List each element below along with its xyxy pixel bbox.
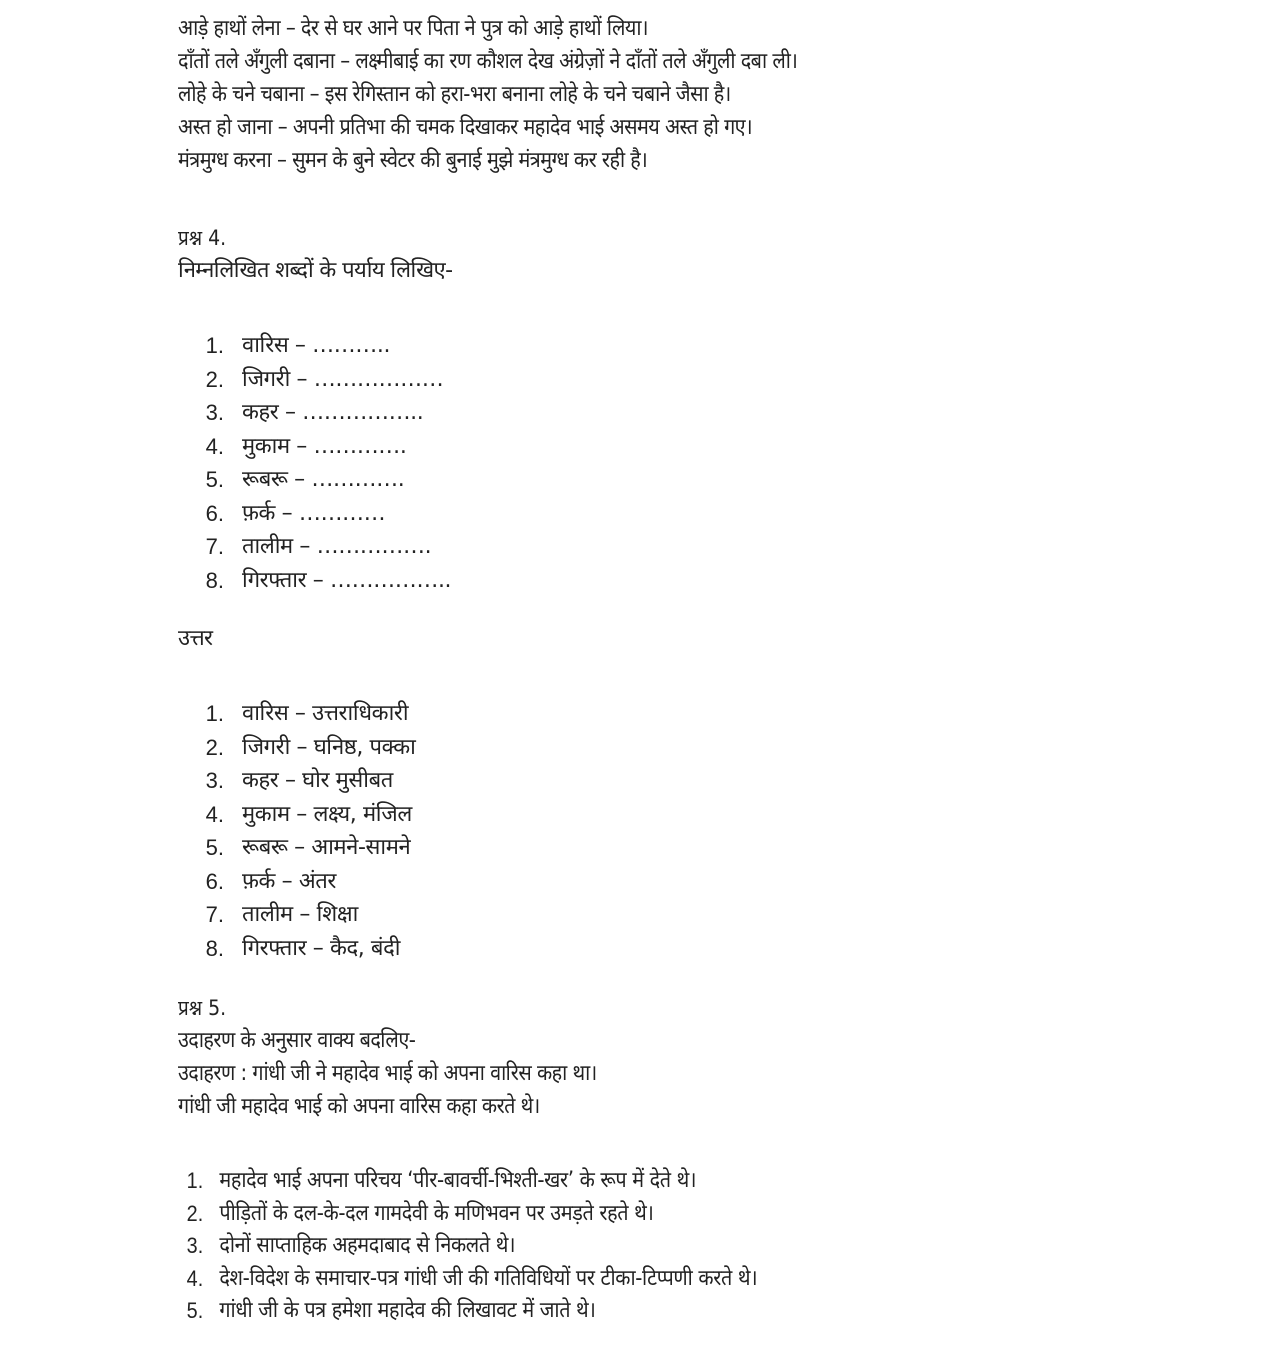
list-item xyxy=(178,1295,757,1328)
item-text: जिगरी – घनिष्ठ, पक्का xyxy=(242,734,416,760)
item-number: 2. xyxy=(205,366,224,392)
item-number: 6. xyxy=(205,868,224,894)
idiom-line: अस्त हो जाना – अपनी प्रतिभा की चमक दिखाकर महादेव भाई असमय अस्त हो गए। xyxy=(178,115,753,140)
item-text: फ़र्क – ………… xyxy=(242,500,386,526)
list-item xyxy=(178,731,415,765)
item-number: 4. xyxy=(186,1265,204,1291)
list-item xyxy=(178,396,451,430)
item-text: वारिस – उत्तराधिकारी xyxy=(242,701,409,726)
list-item xyxy=(178,697,415,731)
list-item xyxy=(178,1198,757,1231)
item-text: देश-विदेश के समाचार-पत्र गांधी जी की गतिविधियों पर टीका-टिप्पणी करते थे। xyxy=(219,1265,758,1291)
question-instruction: उदाहरण के अनुसार वाक्य बदलिए- xyxy=(178,1028,416,1053)
list-item xyxy=(178,463,451,497)
question-instruction: निम्नलिखित शब्दों के पर्याय लिखिए- xyxy=(178,258,453,283)
list-item xyxy=(178,831,415,865)
item-text: गिरफ्तार – …………….. xyxy=(242,567,452,593)
item-number: 7. xyxy=(205,534,224,559)
list-item xyxy=(178,1263,757,1296)
item-number: 8. xyxy=(205,935,224,961)
item-text: तालीम – ……………. xyxy=(242,534,432,559)
item-text: जिगरी – ……………… xyxy=(242,366,444,392)
list-item xyxy=(178,329,451,363)
list-item xyxy=(178,1165,757,1198)
idiom-examples xyxy=(178,12,866,177)
item-text: वारिस – ……….. xyxy=(242,333,391,358)
list-item xyxy=(178,363,451,397)
question-5-list xyxy=(178,1165,757,1328)
item-text: मुकाम – …………. xyxy=(242,433,407,459)
list-item xyxy=(178,497,451,531)
list-item xyxy=(178,898,415,932)
item-number: 7. xyxy=(205,902,224,927)
question-4-list xyxy=(178,329,451,597)
idiom-line: लोहे के चने चबाना – इस रेगिस्तान को हरा-भरा बनाना लोहे के चने चबाने जैसा है। xyxy=(178,82,731,107)
item-number: 1. xyxy=(205,333,224,358)
idiom-line: दाँतों तले अँगुली दबाना – लक्ष्मीबाई का रण कौशल देख अंग्रेज़ों ने दाँतों तले अँगुली दबा ली। xyxy=(178,49,798,74)
list-item xyxy=(178,865,415,899)
item-number: 1. xyxy=(205,701,224,726)
item-text: तालीम – शिक्षा xyxy=(242,902,358,927)
item-text: महादेव भाई अपना परिचय ‘पीर-बावर्ची-भिश्ती-खर’ के रूप में देते थे। xyxy=(219,1168,697,1193)
example-answer: गांधी जी महादेव भाई को अपना वारिस कहा करते थे। xyxy=(178,1094,540,1119)
item-number: 2. xyxy=(186,1200,204,1226)
item-number: 6. xyxy=(205,500,224,526)
item-text: पीड़ितों के दल-के-दल गामदेवी के मणिभवन पर उमड़ते रहते थे। xyxy=(219,1200,654,1226)
item-number: 3. xyxy=(205,768,224,793)
answer-label: उत्तर xyxy=(178,626,213,651)
list-item xyxy=(178,430,451,464)
idiom-line: मंत्रमुग्ध करना – सुमन के बुने स्वेटर की बुनाई मुझे मंत्रमुग्ध कर रही है। xyxy=(178,148,648,173)
item-number: 4. xyxy=(205,801,224,827)
item-text: कहर – …………….. xyxy=(242,400,424,425)
idiom-line: आड़े हाथों लेना – देर से घर आने पर पिता ने पुत्र को आड़े हाथों लिया। xyxy=(178,16,648,41)
item-text: कहर – घोर मुसीबत xyxy=(242,768,393,793)
list-item xyxy=(178,764,415,798)
item-text: रूबरू – आमने-सामने xyxy=(242,835,411,860)
list-item xyxy=(178,798,415,832)
item-number: 5. xyxy=(205,467,224,492)
question-5-header xyxy=(178,992,643,1123)
item-text: दोनों साप्ताहिक अहमदाबाद से निकलते थे। xyxy=(219,1233,516,1258)
item-text: मुकाम – लक्ष्य, मंजिल xyxy=(242,801,412,827)
item-number: 8. xyxy=(205,567,224,593)
item-number: 3. xyxy=(186,1233,204,1258)
item-number: 2. xyxy=(205,734,224,760)
item-text: गिरफ्तार – कैद, बंदी xyxy=(242,935,401,961)
answer-list xyxy=(178,697,415,965)
item-number: 3. xyxy=(205,400,224,425)
example-sentence: उदाहरण : गांधी जी ने महादेव भाई को अपना वारिस कहा था। xyxy=(178,1061,597,1086)
item-number: 5. xyxy=(186,1298,204,1323)
item-text: गांधी जी के पत्र हमेशा महादेव की लिखावट में जाते थे। xyxy=(219,1298,596,1323)
item-text: फ़र्क – अंतर xyxy=(242,868,336,894)
item-text: रूबरू – …………. xyxy=(242,467,405,492)
item-number: 4. xyxy=(205,433,224,459)
list-item xyxy=(178,564,451,598)
list-item xyxy=(178,1230,757,1263)
list-item xyxy=(178,932,415,966)
question-label: प्रश्न 5. xyxy=(178,996,227,1020)
question-label: प्रश्न 4. xyxy=(178,226,227,250)
item-number: 5. xyxy=(205,835,224,860)
item-number: 1. xyxy=(186,1168,204,1193)
list-item xyxy=(178,530,451,564)
question-4-header xyxy=(178,222,452,287)
